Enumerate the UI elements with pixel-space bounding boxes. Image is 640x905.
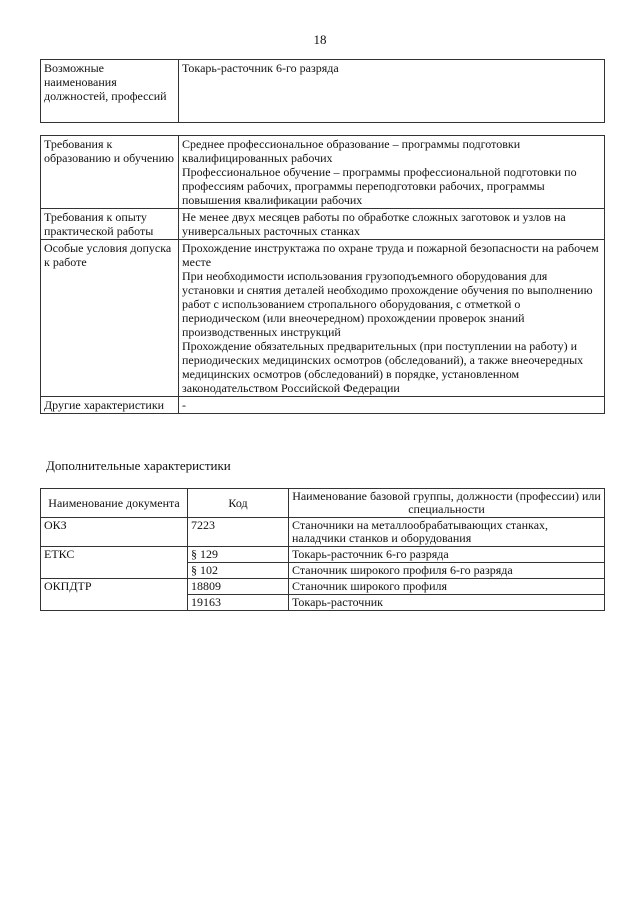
section-title: Дополнительные характеристики bbox=[46, 458, 231, 473]
education-paragraph: Профессиональное обучение – программы профессиональной подготовки по профессиям рабочих, программы переподготовки рабочих, программы повышения квалификации рабочих bbox=[182, 165, 577, 207]
header-doc: Наименование документа bbox=[41, 489, 188, 518]
table-row bbox=[41, 397, 605, 414]
names-value: Токарь-расточник 6-го разряда bbox=[179, 60, 605, 123]
row-name: Токарь-расточник bbox=[289, 595, 605, 611]
other-value bbox=[179, 397, 605, 414]
header-code: Код bbox=[188, 489, 289, 518]
experience-paragraph: Не менее двух месяцев работы по обработке сложных заготовок и узлов на универсальных расточных станках bbox=[182, 210, 566, 238]
requirements-table bbox=[40, 135, 605, 414]
row-code: 19163 bbox=[188, 595, 289, 611]
admission-paragraph: При необходимости использования грузоподъемного оборудования для установки и снятия деталей необходимо прохождение обучения по выполнению работ с использованием стропального оборудования, с отметкой о периодическом (или внеочередном) прохождении проверок знаний производственных инструкций bbox=[182, 269, 593, 339]
names-label: Возможные наименования должностей, профессий bbox=[41, 60, 179, 123]
row-name: Станочник широкого профиля bbox=[289, 579, 605, 595]
admission-paragraph: Прохождение инструктажа по охране труда и пожарной безопасности на рабочем месте bbox=[182, 241, 599, 269]
row-doc: ОКЗ bbox=[41, 518, 188, 547]
education-value bbox=[179, 136, 605, 209]
table-row bbox=[41, 60, 605, 123]
row-doc: ЕТКС bbox=[41, 547, 188, 579]
experience-label: Требования к опыту практической работы bbox=[41, 209, 179, 240]
header-name: Наименование базовой группы, должности (профессии) или специальности bbox=[289, 489, 605, 518]
table-row bbox=[41, 240, 605, 397]
table-row bbox=[41, 547, 605, 563]
admission-paragraph: Прохождение обязательных предварительных (при поступлении на работу) и периодических медицинских осмотров (обследований), а также внеочередных медицинских осмотров (обследований) в порядке, установленном законодательством Российской Федерации bbox=[182, 339, 584, 395]
other-label: Другие характеристики bbox=[41, 397, 179, 414]
row-name: Токарь-расточник 6-го разряда bbox=[289, 547, 605, 563]
other-paragraph: - bbox=[182, 398, 186, 412]
additional-table bbox=[40, 488, 605, 611]
possible-names-table bbox=[40, 59, 605, 123]
table-row bbox=[41, 209, 605, 240]
page-number: 18 bbox=[313, 32, 327, 47]
experience-value bbox=[179, 209, 605, 240]
education-label: Требования к образованию и обучению bbox=[41, 136, 179, 209]
table-header-row bbox=[41, 489, 605, 518]
row-name: Станочники на металлообрабатывающих станках, наладчики станков и оборудования bbox=[289, 518, 605, 547]
row-code: § 129 bbox=[188, 547, 289, 563]
table-row bbox=[41, 518, 605, 547]
row-code: § 102 bbox=[188, 563, 289, 579]
admission-value bbox=[179, 240, 605, 397]
row-name: Станочник широкого профиля 6-го разряда bbox=[289, 563, 605, 579]
row-code: 18809 bbox=[188, 579, 289, 595]
row-doc: ОКПДТР bbox=[41, 579, 188, 611]
row-code: 7223 bbox=[188, 518, 289, 547]
table-row bbox=[41, 579, 605, 595]
admission-label: Особые условия допуска к работе bbox=[41, 240, 179, 397]
education-paragraph: Среднее профессиональное образование – программы подготовки квалифицированных рабочих bbox=[182, 137, 521, 165]
table-row bbox=[41, 136, 605, 209]
